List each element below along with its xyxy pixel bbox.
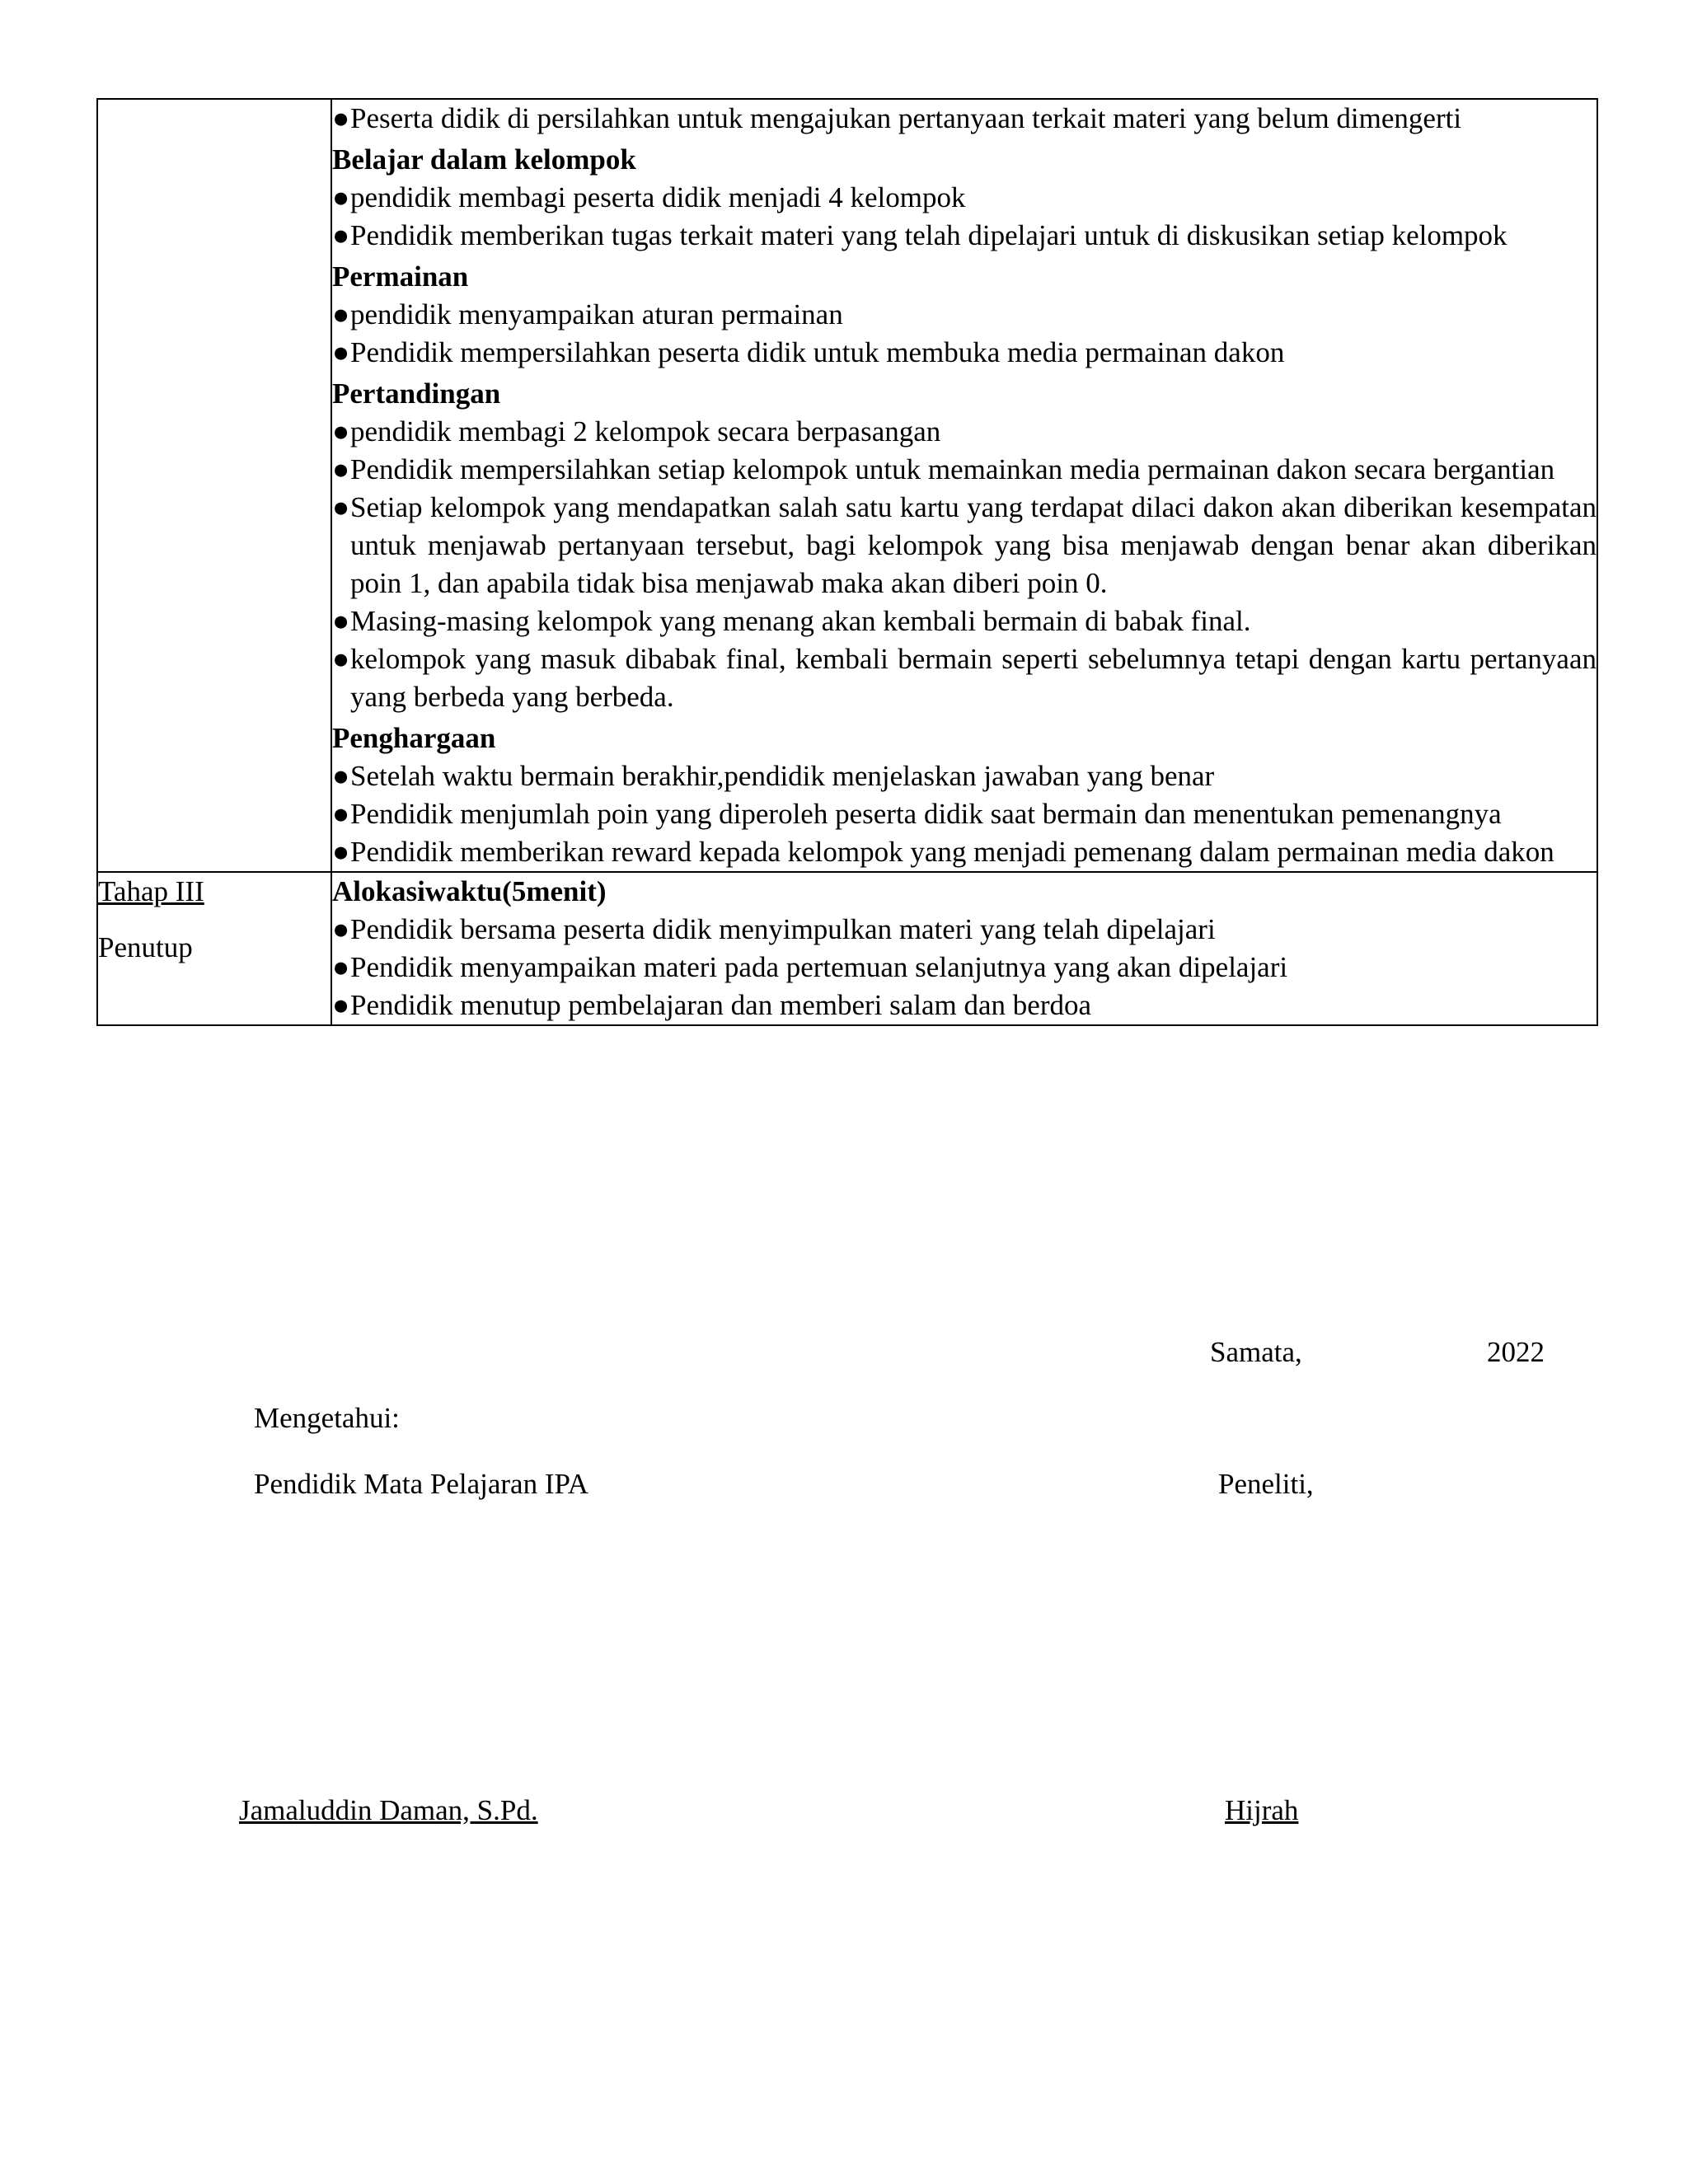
list-item: ● Pendidik bersama peserta didik menyimpulkan materi yang telah dipelajari bbox=[332, 911, 1597, 949]
bullet-icon: ● bbox=[332, 415, 350, 448]
signature-place: Samata, bbox=[1210, 1336, 1302, 1368]
teacher-role: Pendidik Mata Pelajaran IPA bbox=[254, 1468, 589, 1500]
bullet-icon: ● bbox=[332, 336, 350, 368]
list-item: ● Pendidik menjumlah poin yang diperoleh peserta didik saat bermain dan menentukan pemenangnya bbox=[332, 795, 1597, 833]
teacher-name: Jamaluddin Daman, S.Pd. bbox=[239, 1794, 538, 1826]
stage-cell-penutup bbox=[97, 872, 331, 1025]
stage-cell-empty bbox=[97, 99, 331, 872]
stage-name: Penutup bbox=[98, 931, 193, 963]
list-item: ● pendidik menyampaikan aturan permainan bbox=[332, 296, 1597, 334]
time-allocation-heading: Alokasiwaktu(5menit) bbox=[332, 875, 607, 907]
table-row-penutup bbox=[97, 872, 1597, 1025]
researcher-name: Hijrah bbox=[1225, 1794, 1299, 1826]
list-item: ● Setelah waktu bermain berakhir,pendidik menjelaskan jawaban yang benar bbox=[332, 757, 1597, 795]
lesson-plan-table bbox=[96, 98, 1598, 1026]
section-heading: Permainan bbox=[332, 260, 469, 293]
section-heading: Penghargaan bbox=[332, 722, 496, 754]
list-item: ● Pendidik menutup pembelajaran dan memberi salam dan berdoa bbox=[332, 987, 1597, 1024]
list-item: ● Masing-masing kelompok yang menang akan kembali bermain di babak final. bbox=[332, 602, 1597, 640]
bullet-icon: ● bbox=[332, 102, 350, 134]
bullet-icon: ● bbox=[332, 913, 350, 945]
signature-year: 2022 bbox=[1487, 1336, 1545, 1368]
activity-cell-inti bbox=[331, 99, 1597, 872]
bullet-icon: ● bbox=[332, 298, 350, 330]
activity-cell-penutup bbox=[331, 872, 1597, 1025]
list-item: ● Pendidik mempersilahkan peserta didik untuk membuka media permainan dakon bbox=[332, 334, 1597, 372]
bullet-icon: ● bbox=[332, 760, 350, 792]
bullet-icon: ● bbox=[332, 605, 350, 637]
bullet-icon: ● bbox=[332, 643, 350, 675]
list-item: ● Peserta didik di persilahkan untuk mengajukan pertanyaan terkait materi yang belum dimengerti bbox=[332, 100, 1597, 138]
list-item: ● pendidik membagi 2 kelompok secara berpasangan bbox=[332, 413, 1597, 451]
bullet-icon: ● bbox=[332, 798, 350, 830]
bullet-icon: ● bbox=[332, 219, 350, 251]
bullet-icon: ● bbox=[332, 989, 350, 1021]
bullet-icon: ● bbox=[332, 453, 350, 485]
researcher-role: Peneliti, bbox=[1218, 1468, 1314, 1500]
list-item: ● Pendidik memberikan reward kepada kelompok yang menjadi pemenang dalam permainan media dakon bbox=[332, 833, 1597, 871]
table-row-inti-continuation bbox=[97, 99, 1597, 872]
list-item: ● Pendidik mempersilahkan setiap kelompok untuk memainkan media permainan dakon secara bergantian bbox=[332, 451, 1597, 489]
bullet-icon: ● bbox=[332, 836, 350, 868]
bullet-icon: ● bbox=[332, 491, 350, 523]
stage-code: Tahap III bbox=[98, 875, 204, 907]
acknowledged-label: Mengetahui: bbox=[254, 1402, 400, 1434]
bullet-icon: ● bbox=[332, 181, 350, 213]
section-heading: Pertandingan bbox=[332, 377, 501, 410]
list-item: ● Pendidik menyampaikan materi pada pertemuan selanjutnya yang akan dipelajari bbox=[332, 949, 1597, 987]
list-item: ● kelompok yang masuk dibabak final, kembali bermain seperti sebelumnya tetapi dengan kartu pertanyaan yang berbeda yang berbeda. bbox=[332, 640, 1597, 716]
list-item: ● Setiap kelompok yang mendapatkan salah satu kartu yang terdapat dilaci dakon akan diberikan kesempatan untuk menjawab pertanyaan tersebut, bagi kelompok yang bisa menjawab dengan benar akan diberikan poin 1, dan apabila tidak bisa menjawab maka akan diberi poin 0. bbox=[332, 489, 1597, 602]
bullet-icon: ● bbox=[332, 951, 350, 983]
list-item: ● Pendidik memberikan tugas terkait materi yang telah dipelajari untuk di diskusikan setiap kelompok bbox=[332, 217, 1597, 255]
list-item: ● pendidik membagi peserta didik menjadi 4 kelompok bbox=[332, 179, 1597, 217]
section-heading: Belajar dalam kelompok bbox=[332, 143, 636, 176]
